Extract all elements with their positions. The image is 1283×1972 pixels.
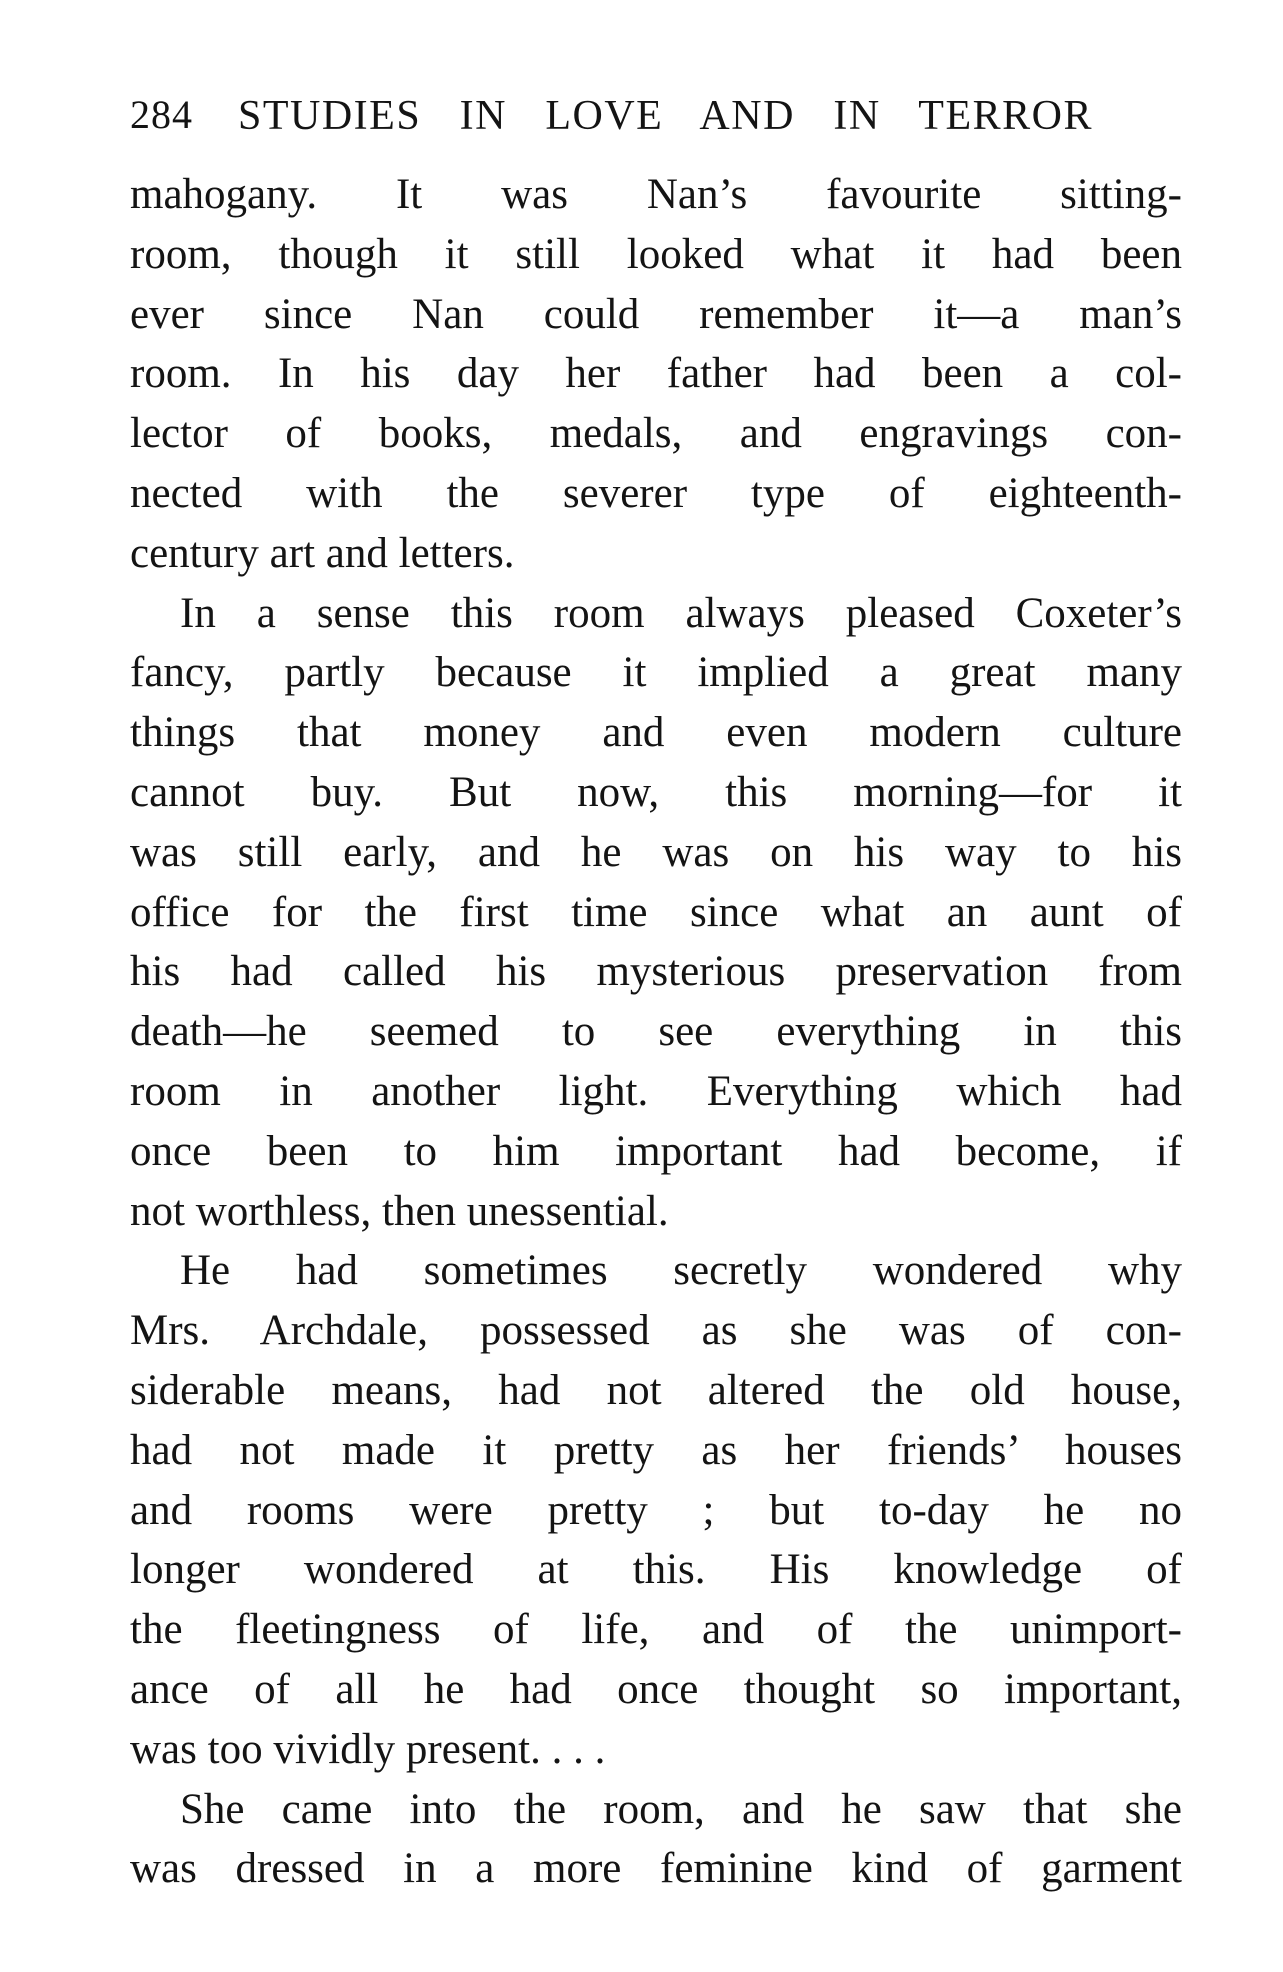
running-head xyxy=(0,0,1283,140)
text-line: lector of books, medals, and engravings con- xyxy=(130,410,1182,458)
text-line: room. In his day her father had been a col- xyxy=(130,350,1182,398)
text-line: room in another light. Everything which had xyxy=(130,1067,1182,1115)
text-line: not worthless, then unessential. xyxy=(130,1187,669,1235)
text-line: and rooms were pretty ; but to-day he no xyxy=(130,1486,1182,1534)
text-line: things that money and even modern culture xyxy=(130,709,1182,757)
text-line: room, though it still looked what it had been xyxy=(130,230,1182,278)
text-line: was still early, and he was on his way to his xyxy=(130,828,1182,876)
text-line: She came into the room, and he saw that she xyxy=(180,1785,1182,1833)
running-title: STUDIES IN LOVE AND IN TERROR xyxy=(238,93,1093,139)
text-line: century art and letters. xyxy=(130,529,515,577)
text-line: his had called his mysterious preservation from xyxy=(130,948,1182,996)
text-line: was too vividly present. . . . xyxy=(130,1725,606,1773)
text-line: death—he seemed to see everything in this xyxy=(130,1008,1182,1056)
text-line: ance of all he had once thought so important, xyxy=(130,1665,1182,1713)
text-line: was dressed in a more feminine kind of garment xyxy=(130,1845,1182,1893)
text-line: In a sense this room always pleased Coxeter’s xyxy=(180,589,1182,637)
text-line: ever since Nan could remember it—a man’s xyxy=(130,290,1182,338)
text-line: nected with the severer type of eighteenth- xyxy=(130,469,1182,517)
text-line: cannot buy. But now, this morning—for it xyxy=(130,768,1182,816)
text-line: had not made it pretty as her friends’ houses xyxy=(130,1426,1182,1474)
text-line: longer wondered at this. His knowledge of xyxy=(130,1546,1182,1594)
body-text xyxy=(130,165,1182,1899)
text-line: the fleetingness of life, and of the unimport- xyxy=(130,1606,1182,1654)
text-line: office for the first time since what an aunt of xyxy=(130,888,1182,936)
text-line: He had sometimes secretly wondered why xyxy=(180,1247,1182,1295)
text-line: mahogany. It was Nan’s favourite sitting- xyxy=(130,171,1182,218)
text-line: Mrs. Archdale, possessed as she was of con- xyxy=(130,1307,1182,1355)
text-line: siderable means, had not altered the old house, xyxy=(130,1366,1182,1414)
text-line: once been to him important had become, if xyxy=(130,1127,1182,1175)
text-line: fancy, partly because it implied a great many xyxy=(130,649,1182,697)
page-number: 284 xyxy=(130,92,193,137)
